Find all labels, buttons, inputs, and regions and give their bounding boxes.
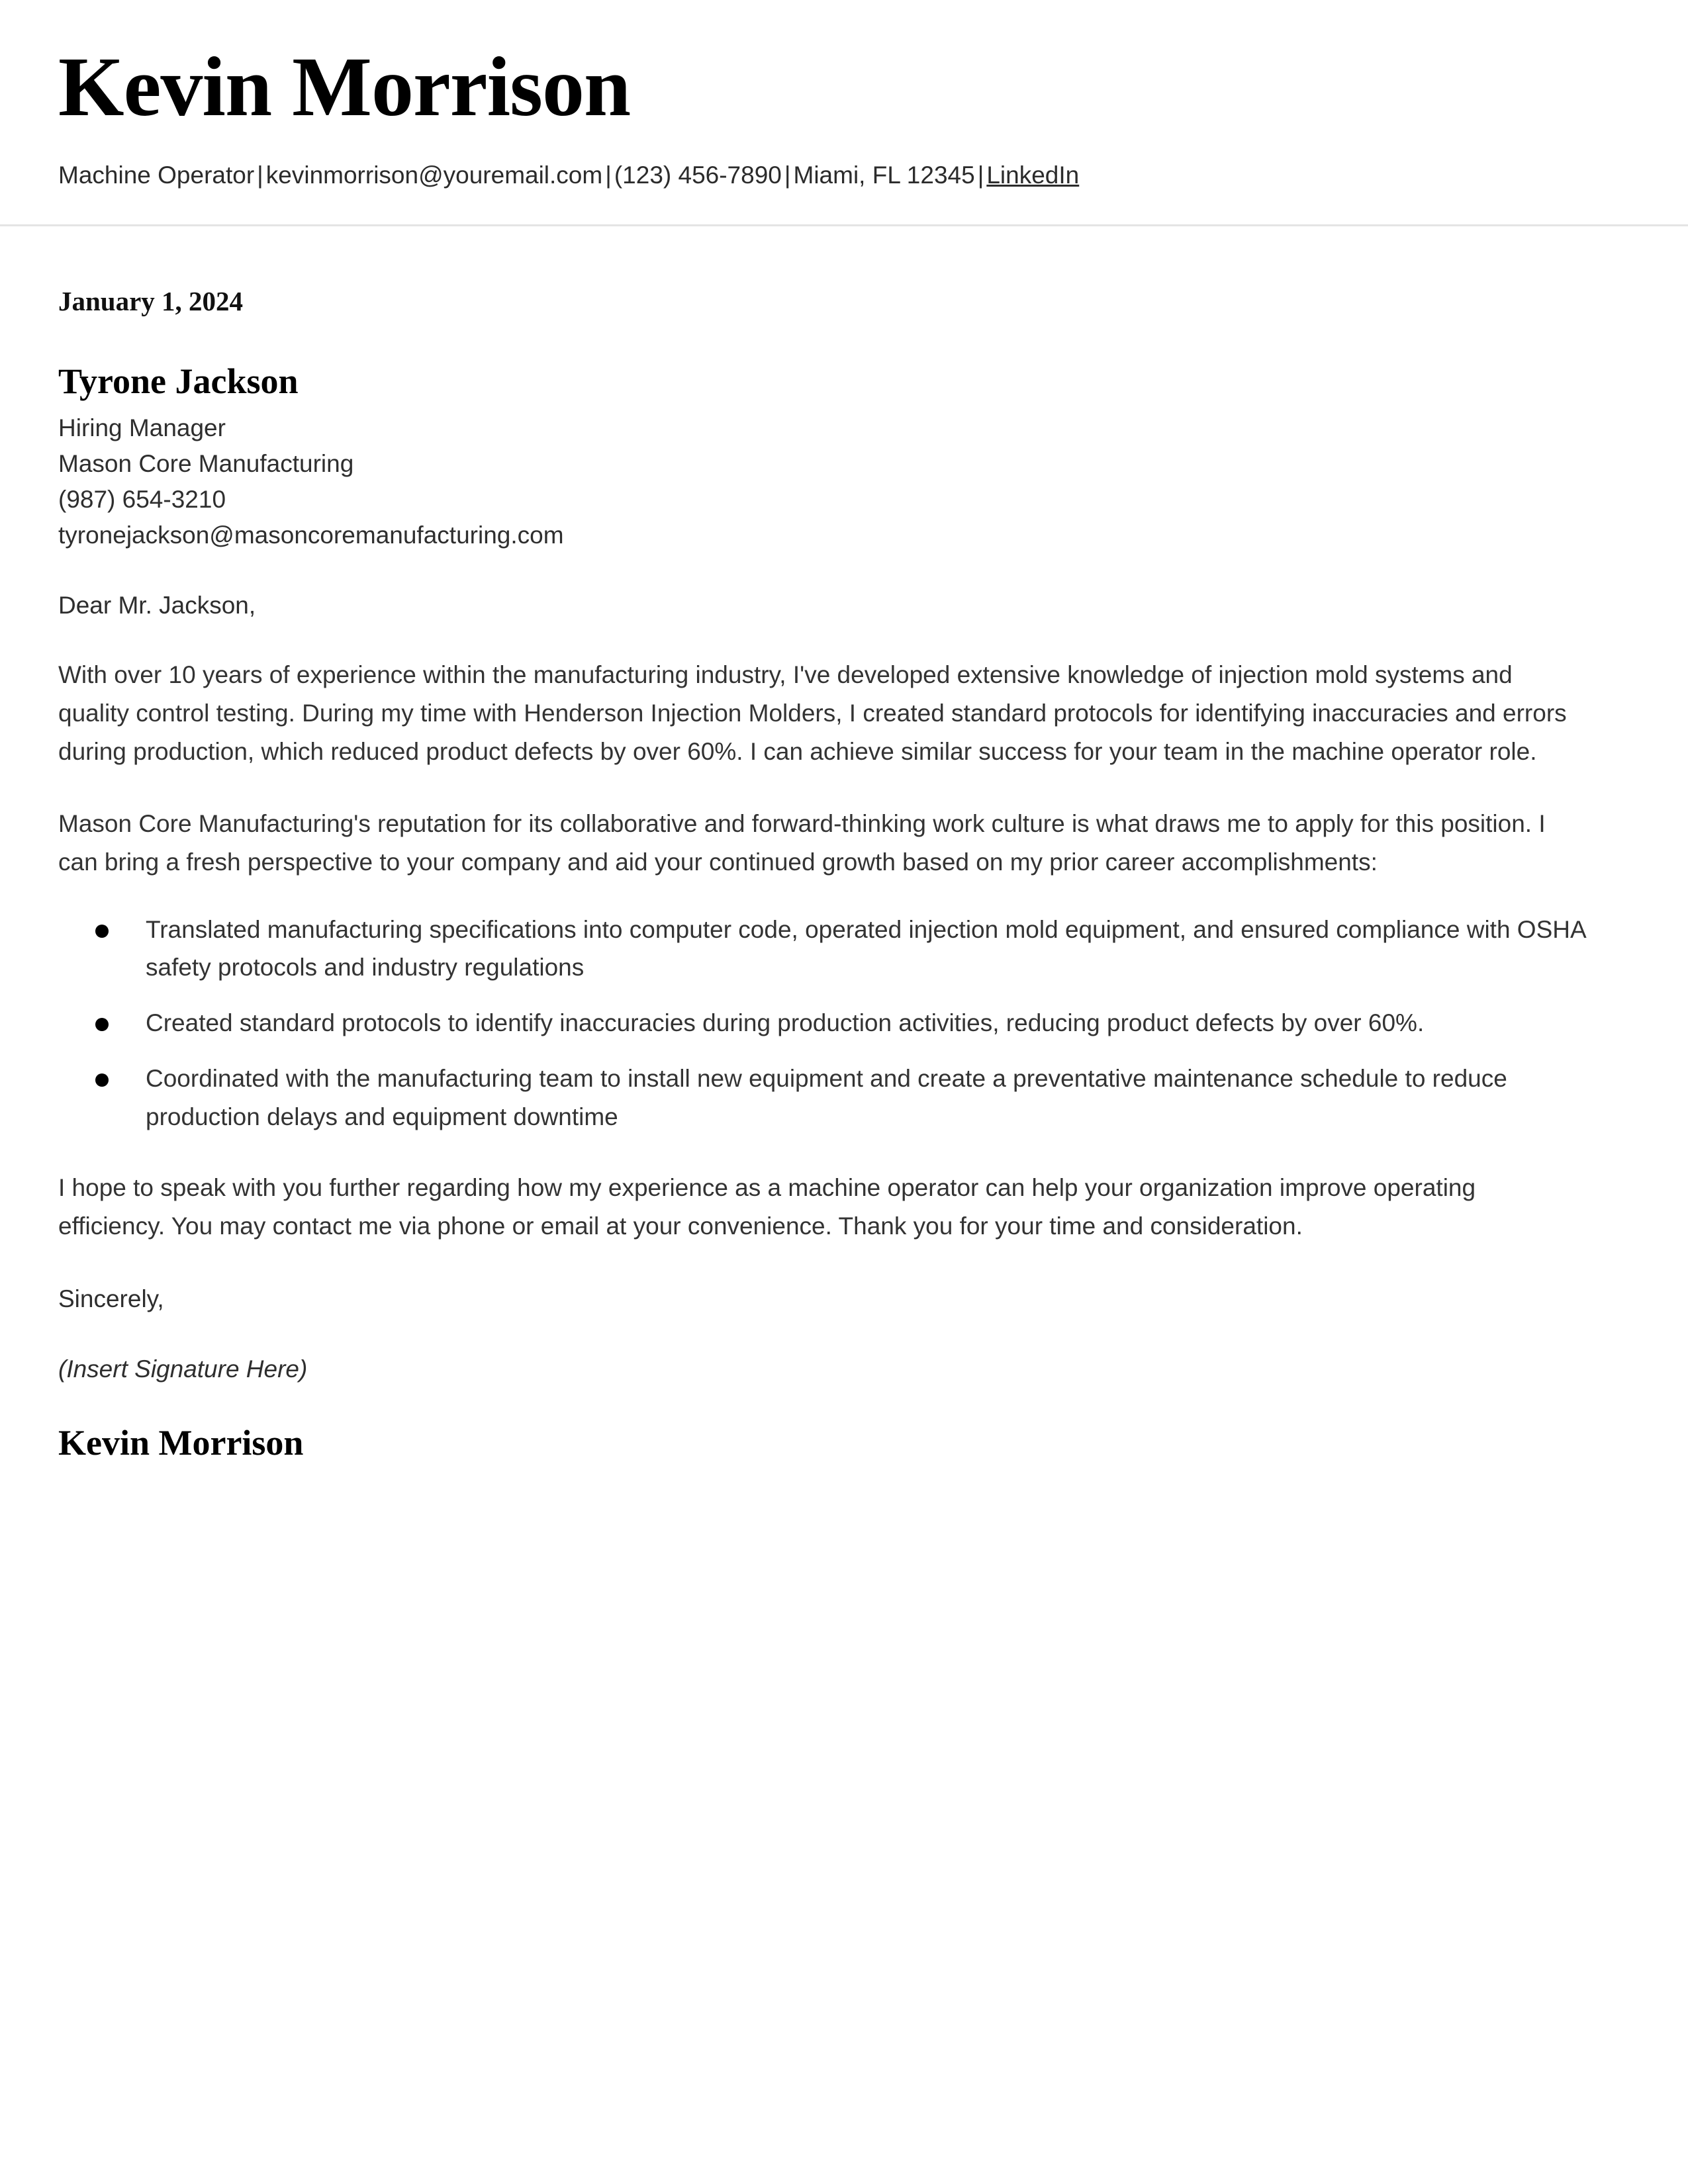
contact-job-title: Machine Operator (58, 161, 255, 189)
recipient-email: tyronejackson@masoncoremanufacturing.com (58, 521, 564, 549)
letterhead (58, 0, 1630, 226)
applicant-name: Kevin Morrison (58, 40, 631, 134)
contact-location: Miami, FL 12345 (793, 161, 975, 189)
letter-date: January 1, 2024 (58, 286, 244, 317)
bullet-icon (95, 925, 109, 938)
body-paragraph-1: With over 10 years of experience within the manufacturing industry, I've developed extensive knowledge of injection mold systems and quality control testing. During my time with Henderson Injection Molders, I created standard protocols for identifying inaccuracies and errors during production, which reduced product defects by over 60%. I can achieve similar success for your team in the machine operator role. (58, 661, 1567, 766)
contact-separator-4: | (977, 161, 984, 189)
contact-separator-3: | (784, 161, 791, 189)
salutation: Dear Mr. Jackson, (58, 591, 256, 619)
list-item-text: Translated manufacturing specifications into computer code, operated injection mold equipment, and ensured compliance with OSHA safety protocols and industry regulations (146, 915, 1585, 981)
contact-line (58, 159, 1630, 191)
letter-body (58, 226, 1587, 1465)
body-paragraph-2: Mason Core Manufacturing's reputation for its collaborative and forward-thinking work culture is what draws me to apply for this position. I can bring a fresh perspective to your company and aid your continued growth based on my prior career accomplishments: (58, 809, 1546, 876)
body-paragraph-3: I hope to speak with you further regarding how my experience as a machine operator can help your organization improve operating efficiency. You may contact me via phone or email at your convenience. Thank you for your time and consideration. (58, 1174, 1476, 1240)
contact-separator-1: | (257, 161, 263, 189)
contact-phone[interactable]: (123) 456-7890 (614, 161, 782, 189)
list-item (58, 1004, 1587, 1042)
closing-salutation: Sincerely, (58, 1285, 164, 1313)
recipient-block (58, 360, 1587, 553)
list-item-text: Created standard protocols to identify inaccuracies during production activities, reducing product defects by over 60%. (146, 1009, 1425, 1037)
list-item (58, 1060, 1587, 1136)
contact-email[interactable]: kevinmorrison@youremail.com (265, 161, 603, 189)
recipient-title: Hiring Manager (58, 414, 226, 441)
accomplishments-list (58, 911, 1587, 1136)
list-item-text: Coordinated with the manufacturing team to install new equipment and create a preventative maintenance schedule to reduce production delays and equipment downtime (146, 1064, 1507, 1130)
recipient-name: Tyrone Jackson (58, 361, 299, 401)
bullet-icon (95, 1018, 109, 1031)
recipient-phone: (987) 654-3210 (58, 485, 226, 513)
signature-placeholder: (Insert Signature Here) (58, 1355, 308, 1383)
linkedin-link[interactable]: LinkedIn (986, 161, 1080, 189)
recipient-company: Mason Core Manufacturing (58, 449, 354, 477)
bullet-icon (95, 1073, 109, 1087)
contact-separator-2: | (605, 161, 612, 189)
list-item (58, 911, 1587, 987)
signature-name: Kevin Morrison (58, 1422, 304, 1463)
